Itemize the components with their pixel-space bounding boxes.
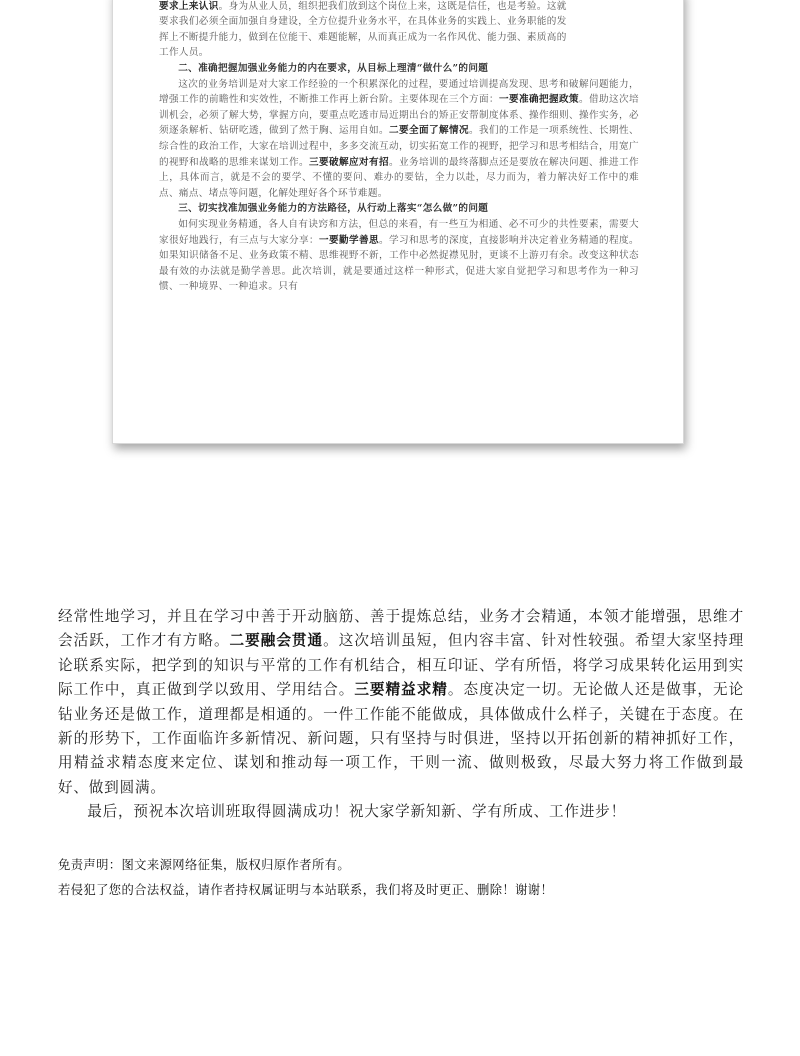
disclaimer-line-1: 免责声明：图文来源网络征集，版权归原作者所有。 — [58, 858, 351, 872]
text-run: 。借助这次培训机会，必须了解大势，掌握方向，要重点吃透市局近期出台的矫正安帮制度体系、操作细则、操作实务，必须逐条解析、钻研吃透，做到了然于胸、运用自如。 — [159, 94, 639, 137]
disclaimer — [58, 853, 758, 903]
bold-phrase: 三要精益求精 — [354, 681, 448, 699]
bold-phrase: 一要准确把握政策 — [499, 94, 580, 106]
text-run: 经常性地学习，并且在学习中善于开动脑筋、善于提炼总结，业务才会精通，本领才能增强，思维才会活跃，工作才有方略。 — [58, 608, 744, 650]
section-3-paragraph — [159, 217, 639, 295]
continuation-text — [58, 605, 744, 825]
text-run: 工作人员。 — [159, 47, 209, 59]
section-heading-3: 三、切实找准加强业务能力的方法路径，从行动上落实“怎么做”的问题 — [178, 203, 489, 215]
text-run: 要求我们必须全面加强自身建设，全方位提升业务水平，在具体业务的实践上、业务职能的发 — [159, 16, 567, 28]
bold-phrase: 三要破解应对有招 — [309, 156, 390, 168]
bold-phrase: 一要勤学善思 — [319, 234, 380, 246]
bold-phrase: 要求上来认识 — [159, 0, 219, 12]
bold-phrase: 二要全面了解情况 — [389, 125, 470, 137]
top-paragraph — [159, 0, 639, 61]
text-run: 挥上不断提升能力，做到在位能干、难题能解，从而真正成为一名作风优、能力强、素质高的 — [159, 31, 567, 43]
closing-paragraph: 最后，预祝本次培训班取得圆满成功！祝大家学新知新、学有所成、工作进步！ — [87, 803, 626, 821]
section-heading-2: 二、准确把握加强业务能力的内在要求，从目标上理清“做什么”的问题 — [178, 62, 489, 74]
bold-phrase: 二要融会贯通 — [229, 632, 324, 650]
text-run: 。业务培训的最终落脚点还是要放在解决问题、推进工作上，具体而言，就是不会的要学、不懂的要问、难办的要钻，全力以赴，尽力而为，着力解决好工作中的难点、痛点、堵点等问题，化解处理好各个环节难题。 — [159, 156, 639, 199]
text-run: 。我们的工作是一项系统性、长期性、综合性的政治工作，大家在培训过程中，多多交流互动，切实拓宽工作的视野，把学习和思考相结合，用宽广的视野和战略的思维来谋划工作。 — [159, 125, 639, 168]
text-run: 。这次培训虽短，但内容丰富、针对性较强。希望大家坚持理论联系实际，把学到的知识与平常的工作有机结合，相互印证、学有所悟，将学习成果转化运用到实际工作中，真正做到学以致用、学用结合。 — [58, 632, 744, 699]
text-run: 。身为从业人员，组织把我们放到这个岗位上来，这既是信任，也是考验。这就 — [218, 0, 567, 12]
document-page-content — [159, 0, 639, 295]
text-run: 。学习和思考的深度，直接影响并决定着业务精通的程度。如果知识储备不足、业务政策不精、思维视野不新，工作中必然捉襟见肘，更谈不上游刃有余。改变这种状态最有效的办法就是勤学善思。此次培训，就是要通过这样一种形式，促进大家自觉把学习和思考作为一种习惯、一种境界、一种追求。只有 — [159, 234, 639, 293]
text-run: 。态度决定一切。无论做人还是做事，无论钻业务还是做工作，道理都是相通的。一件工作能不能做成，具体做成什么样子，关键在于态度。在新的形势下，工作面临许多新情况、新问题，只有坚持与时俱进，坚持以开拓创新的精神抓好工作，用精益求精态度来定位、谋划和推动每一项工作，干则一流、做则极致，尽最大努力将工作做到最好、做到圆满。 — [58, 681, 744, 796]
section-2-paragraph — [159, 77, 639, 202]
document-page-preview — [112, 0, 684, 444]
text-run: 如何实现业务精通，各人自有诀窍和方法，但总的来看，有一些互为相通、必不可少的共性要素，需要大家很好地践行，有三点与大家分享： — [159, 218, 639, 246]
text-run: 这次的业务培训是对大家工作经验的一个积累深化的过程，要通过培训提高发现、思考和破解问题能力，增强工作的前瞻性和实效性，不断推工作再上新台阶。主要体现在三个方面： — [159, 78, 639, 106]
continuation-paragraph — [58, 605, 744, 800]
disclaimer-line-2: 若侵犯了您的合法权益，请作者持权属证明与本站联系，我们将及时更正、删除！谢谢！ — [58, 883, 554, 897]
